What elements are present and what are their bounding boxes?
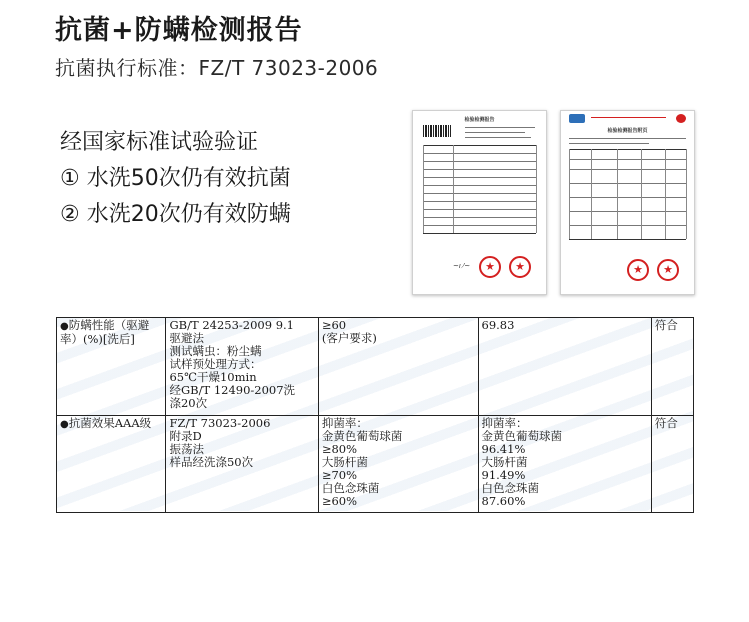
table-row [57,416,694,513]
verdict-cell: 符合 [651,318,693,416]
table-row [57,318,694,416]
report-thumbnail-right [560,110,695,295]
test-item-cell: ● 防螨性能（驱避率）(%)[洗后] [57,318,166,416]
seal-stamp-icon [479,256,501,278]
test-method-cell: FZ/T 73023-2006 附录D 振荡法 样品经洗涤50次 [166,416,318,513]
claims-list [60,125,291,233]
signature-mark: ~ıﾉ~ [453,262,471,270]
result-cell: 抑菌率： 金黄色葡萄球菌 96.41% 大肠杆菌 91.49% 白色念珠菌 87.60% [478,416,651,513]
test-method-cell: GB/T 24253-2009 9.1 驱避法 测试螨虫：粉尘螨 试样预处理方式： 65℃干燥10min 经GB/T 12490-2007洗 涤20次 [166,318,318,416]
barcode-icon [423,125,451,137]
standard-line: 抗菌执行标准：FZ/T 73023-2006 [55,56,379,80]
report-title-right: 检验检测报告附页 [607,128,648,134]
seal-stamp-icon [509,256,531,278]
requirement-cell: ≥60 (客户要求) [318,318,478,416]
test-results-table [56,317,694,511]
bullet-icon [60,416,69,430]
claim-antimite: ② 水洗20次仍有效防螨 [60,202,291,227]
seal-stamp-icon [627,259,649,281]
claim-antibacterial: ① 水洗50次仍有效抗菌 [60,166,291,191]
agency-logo-icon [569,114,585,123]
seal-stamp-icon [657,259,679,281]
requirement-cell: 抑菌率： 金黄色葡萄球菌 ≥80% 大肠杆菌 ≥70% 白色念珠菌 ≥60% [318,416,478,513]
test-item-cell: ● 抗菌效果AAA级 [57,416,166,513]
report-thumbnail-left [412,110,547,295]
bullet-icon [60,318,69,332]
cma-logo-icon [676,114,686,123]
result-cell: 69.83 [478,318,651,416]
verdict-cell: 符合 [651,416,693,513]
report-title-left: 检验检测报告 [464,117,495,123]
claim-verification: 经国家标准试验验证 [60,130,259,155]
page-title: 抗菌+防螨检测报告 [55,15,303,46]
